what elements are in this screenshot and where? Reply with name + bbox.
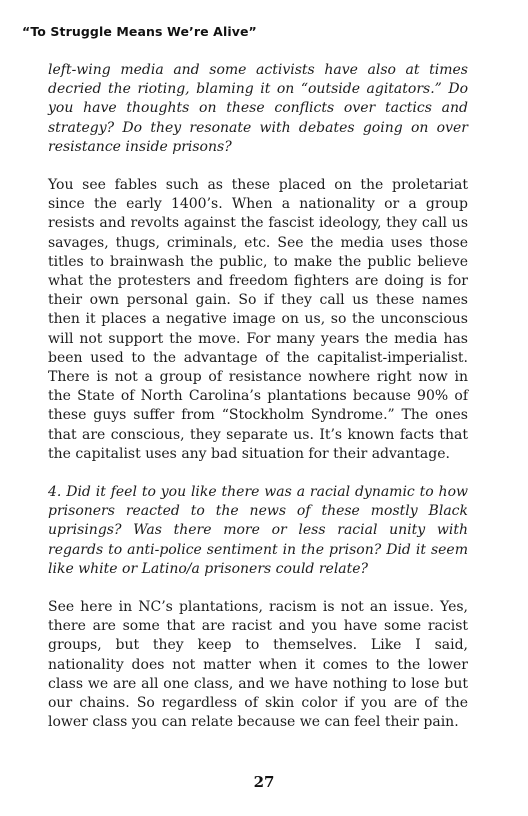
interview-answer-paragraph: You see fables such as these placed on the proletariat since the early 1400’s. When a nationality or a group resists and revolts against the fascist ideology, they call us savages, thugs, criminals, etc. See the media uses those titles to brainwash the public, to make the public believe what the protesters and freedom fighters are doing is for their own personal gain. So if they call us these names then it places a negative image on us, so the unconscious will not support the move. For many years the media has been used to the advantage of the capitalist-imperialist. There is not a group of resistance nowhere right now in the State of North Carolina’s plantations because 90% of these guys suffer from “Stockholm Syndrome.” The ones that are conscious, they separate us. It’s known facts that the capitalist uses any bad situation for their advantage. bbox=[48, 177, 468, 462]
interview-question-paragraph: left-wing media and some activists have also at times decried the rioting, blaming it on “outside agitators.” Do you have thoughts on these conflicts over tactics and strategy? Do they resonate with debates going on over resistance inside prisons? bbox=[48, 62, 468, 155]
paragraph-spacer bbox=[48, 464, 468, 483]
paragraph-spacer bbox=[48, 579, 468, 598]
running-head: “To Struggle Means We’re Alive” bbox=[22, 24, 257, 39]
page-body bbox=[48, 61, 468, 733]
page-number: 27 bbox=[253, 773, 275, 791]
interview-answer-paragraph: See here in NC’s plantations, racism is not an issue. Yes, there are some that are racist and you have some racist groups, but they keep to themselves. Like I said, nationality does not matter when it comes to the lower class we are all one class, and we have nothing to lose but our chains. So regardless of skin color if you are of the lower class you can relate because we can feel their pain. bbox=[48, 599, 468, 731]
interview-question-paragraph: 4. Did it feel to you like there was a racial dynamic to how prisoners reacted to the news of these mostly Black uprisings? Was there more or less racial unity with regards to anti-police sentiment in the prison? Did it seem like white or Latino/a prisoners could relate? bbox=[48, 484, 468, 577]
paragraph-spacer bbox=[48, 157, 468, 176]
